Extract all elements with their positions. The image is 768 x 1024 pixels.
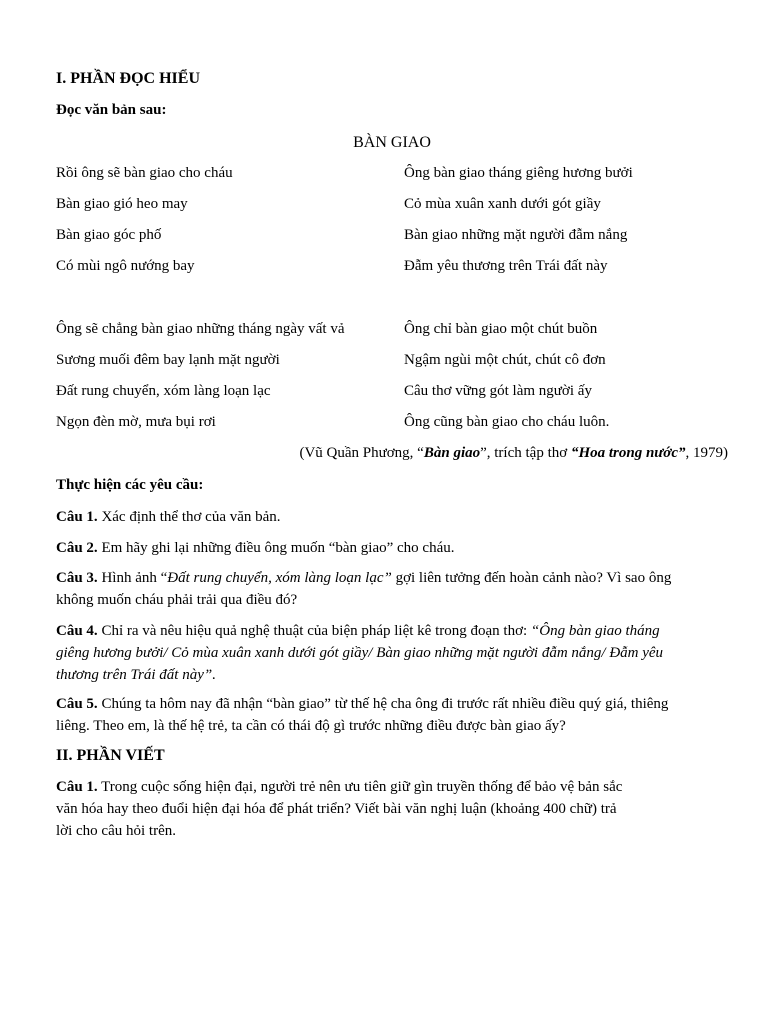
question-text: gợi liên tưởng đến hoàn cảnh nào? Vì sao ông [391,570,672,586]
read-instruction: Đọc văn bản sau: [56,102,167,118]
poem-line: Đất rung chuyển, xóm làng loạn lạc [56,383,271,399]
writing-question-line-2: văn hóa hay theo đuổi hiện đại hóa để phát triển? Viết bài văn nghị luận (khoảng 400 chữ) trả [56,801,617,817]
question-5-line-1 [56,693,734,715]
poem-line: Câu thơ vững gót làm người ấy [404,383,592,399]
source-poem-name: Bàn giao [423,445,481,461]
question-4-line-3: thương trên Trái đất này”. [56,667,216,683]
question-label: Câu 3. [56,570,98,586]
poem-line: Rồi ông sẽ bàn giao cho cháu [56,165,233,181]
source-prefix: (Vũ Quần Phương, “ [299,445,424,461]
question-3-line-1 [56,567,734,589]
question-4-line-2: giêng hương bưởi/ Cỏ mùa xuân xanh dưới gót giầy/ Bàn giao những mặt người đẫm nắng/ Đẫm yêu [56,645,664,661]
question-text: Hình ảnh “ [97,570,168,586]
section-2-title: II. PHẦN VIẾT [56,747,165,764]
poem-line: Có mùi ngô nướng bay [56,258,195,274]
question-text: Chúng ta hôm nay đã nhận “bàn giao” từ thế hệ cha ông đi trước rất nhiều điều quý giá, thiêng [97,696,669,712]
poem-line: Bàn giao góc phố [56,227,162,243]
question-label: Câu 1. [56,779,98,795]
poem-line: Bàn giao những mặt người đẫm nắng [404,227,628,243]
question-quote: “Ông bàn giao tháng [530,623,660,639]
question-text: Trong cuộc sống hiện đại, người trẻ nên ưu tiên giữ gìn truyền thống để bảo vệ bản sắc [97,779,623,795]
poem-line: Bàn giao gió heo may [56,196,188,212]
poem-line: Ông sẽ chẳng bàn giao những tháng ngày vất vả [56,321,345,337]
writing-question-line-3: lời cho câu hỏi trên. [56,823,176,839]
question-text: Xác định thể thơ của văn bản. [97,509,281,525]
source-mid: ”, trích tập thơ [480,445,571,461]
source-collection: “Hoa trong nước” [570,445,686,461]
poem-line: Đẫm yêu thương trên Trái đất này [404,258,608,274]
question-text: Chỉ ra và nêu hiệu quả nghệ thuật của biện pháp liệt kê trong đoạn thơ: [97,623,531,639]
poem-source [56,443,728,463]
source-suffix: , 1979) [685,445,728,461]
question-label: Câu 1. [56,509,98,525]
poem-line: Ngậm ngùi một chút, chút cô đơn [404,352,606,368]
question-4-line-1 [56,620,734,642]
question-label: Câu 5. [56,696,98,712]
question-5-line-2: liêng. Theo em, là thế hệ trẻ, ta cần có thái độ gì trước những điều được bàn giao ấy? [56,718,566,734]
question-3 [56,567,734,611]
poem-line: Ông chỉ bàn giao một chút buồn [404,321,598,337]
poem-title: BÀN GIAO [353,134,431,151]
question-1 [56,507,281,527]
question-label: Câu 2. [56,540,98,556]
poem-line: Ông bàn giao tháng giêng hương bưởi [404,165,633,181]
question-4 [56,620,734,686]
poem-line: Cỏ mùa xuân xanh dưới gót giầy [404,196,601,212]
question-text: Em hãy ghi lại những điều ông muốn “bàn giao” cho cháu. [97,540,455,556]
writing-question-line-1 [56,776,734,798]
writing-question-1 [56,776,734,842]
question-3-line-2: không muốn cháu phải trải qua điều đó? [56,592,298,608]
requirements-heading: Thực hiện các yêu cầu: [56,477,204,493]
question-label: Câu 4. [56,623,98,639]
poem-line: Ông cũng bàn giao cho cháu luôn. [404,414,610,430]
question-2 [56,538,454,558]
section-1-title: I. PHẦN ĐỌC HIỂU [56,70,201,87]
poem-line: Ngọn đèn mờ, mưa bụi rơi [56,414,216,430]
question-5 [56,693,734,737]
question-quote: Đất rung chuyển, xóm làng loạn lạc” [167,570,392,586]
poem-line: Sương muối đêm bay lạnh mặt người [56,352,280,368]
